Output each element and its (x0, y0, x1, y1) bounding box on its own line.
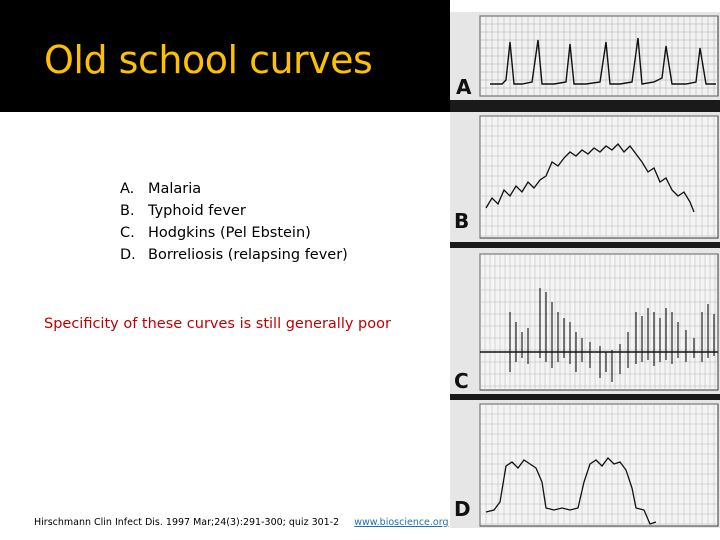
panel-c (450, 248, 720, 394)
panel-d (450, 400, 720, 528)
list-letter: B. (120, 203, 135, 219)
list-letter: D. (120, 247, 136, 263)
panel-a-label: A (456, 75, 472, 99)
panel-c-label: C (454, 369, 469, 393)
panel-d-label: D (454, 497, 471, 521)
list-letter: C. (120, 225, 135, 241)
citation-text: Hirschmann Clin Infect Dis. 1997 Mar;24(3):291-300; quiz 301-2 (34, 517, 340, 528)
panel-b-grid-frame (480, 116, 718, 238)
panel-a (450, 12, 720, 100)
list-letter: A. (120, 181, 135, 197)
fever-curves-figure (450, 12, 720, 528)
specificity-note: Specificity of these curves is still generally poor (44, 316, 391, 332)
list-item (120, 200, 348, 222)
list-text: Typhoid fever (148, 203, 246, 219)
disease-list (120, 178, 348, 266)
citation (34, 517, 449, 528)
panel-b (450, 112, 720, 242)
slide-title: Old school curves (44, 38, 373, 82)
list-text: Hodgkins (Pel Ebstein) (148, 225, 311, 241)
panel-b-label: B (454, 209, 470, 233)
list-item (120, 178, 348, 200)
list-text: Malaria (148, 181, 202, 197)
list-text: Borreliosis (relapsing fever) (148, 247, 348, 263)
title-bar (0, 0, 450, 112)
fever-curves-svg (450, 12, 720, 528)
list-item (120, 222, 348, 244)
list-item (120, 244, 348, 266)
source-link[interactable]: www.bioscience.org (354, 517, 449, 528)
